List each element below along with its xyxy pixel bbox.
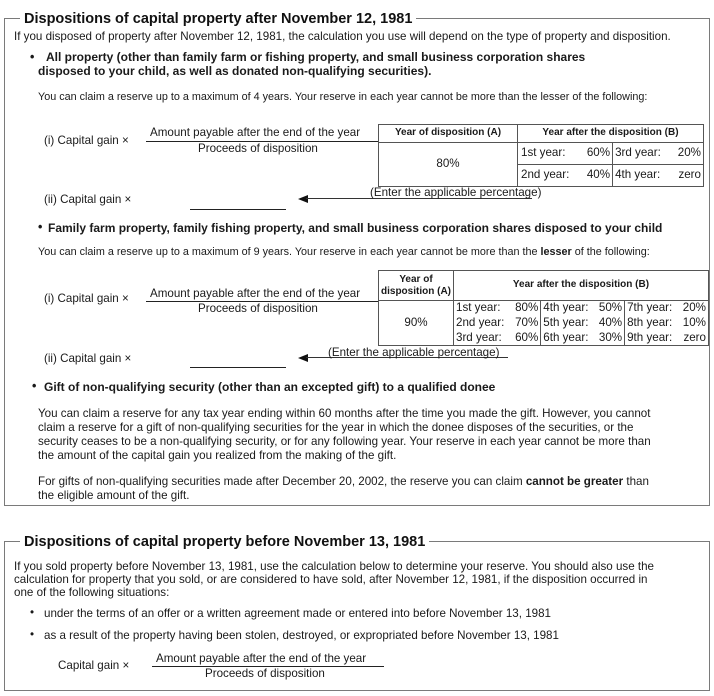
section-after-1981-title: Dispositions of capital property after November 12, 1981: [20, 10, 416, 28]
part-a-percentage-table: [378, 124, 704, 187]
part-a-reserve-text: You can claim a reserve up to a maximum of 4 years. Your reserve in each year cannot be more than the lesser of the following:: [38, 91, 648, 103]
part-b-year-label: 9th year:: [625, 331, 679, 346]
part-c-para1-line4: the amount of the capital gain you realized from the making of the gift.: [38, 449, 397, 462]
part-b-year-label: 4th year:: [541, 301, 595, 316]
part-b-year-value: 40%: [595, 316, 625, 331]
part-b-year-label: 3rd year:: [454, 331, 511, 346]
part-a-denominator: Proceeds of disposition: [198, 142, 318, 155]
part-b-year-label: 5th year:: [541, 316, 595, 331]
section-before-1981-intro-line2: calculation for property that you sold, or are considered to have sold, after November 12, 1981, if the disposition occurred in: [14, 573, 648, 586]
part-a-year-value: 20%: [671, 143, 703, 165]
part-b-reserve-post: of the following:: [571, 246, 650, 258]
section-after-1981-intro: If you disposed of property after November 12, 1981, the calculation you use will depend on the type of property and disposition.: [14, 30, 671, 43]
part-a-year-value: zero: [671, 165, 703, 187]
section-before-1981-numerator: Amount payable after the end of the year: [156, 652, 367, 665]
part-c-para2-post: than: [623, 475, 649, 488]
part-c-para2-bold: cannot be greater: [525, 475, 624, 488]
part-b-col-a-header-line2: disposition (A): [381, 285, 451, 297]
section-before-1981-title: Dispositions of capital property before November 13, 1981: [20, 533, 429, 551]
part-a-year-label: 3rd year:: [613, 143, 672, 165]
part-a-col-a-header: Year of disposition (A): [379, 125, 518, 143]
part-a-col-a-value: 80%: [379, 143, 518, 187]
part-c-para1-line2: claim a reserve for a gift of non-qualifying securities for the year in which the donee disposes of the securities, or the: [38, 421, 634, 434]
section-before-1981-denominator: Proceeds of disposition: [205, 667, 325, 680]
part-b-arrow-icon: [298, 354, 308, 362]
part-a-year-value: 40%: [580, 165, 612, 187]
part-c-para2-pre: For gifts of non-qualifying securities made after December 20, 2002, the reserve you can claim: [38, 475, 526, 488]
part-a-heading-line1: All property (other than family farm or fishing property, and small business corporation shares: [46, 50, 586, 64]
part-b-year-label: 2nd year:: [454, 316, 511, 331]
part-b-entry-line[interactable]: [190, 367, 286, 368]
bullet-dot: •: [30, 628, 35, 641]
part-a-year-label: 1st year:: [518, 143, 581, 165]
part-b-year-label: 1st year:: [454, 301, 511, 316]
part-b-year-value: 70%: [511, 316, 541, 331]
part-b-reserve-text: [38, 246, 650, 259]
part-b-enter-text: (Enter the applicable percentage): [328, 346, 500, 359]
section-before-1981-intro-line1: If you sold property before November 13, 1981, use the calculation below to determine your reserve. You should also use the: [14, 560, 654, 573]
part-b-reserve-pre: You can claim a reserve up to a maximum of 9 years. Your reserve in each year cannot be more than the: [38, 246, 541, 258]
part-b-formula-ii-label: (ii) Capital gain ×: [44, 352, 132, 365]
part-a-arrow-icon: [298, 195, 308, 203]
part-c-bullet: •: [32, 379, 37, 393]
part-a-formula-i-label: (i) Capital gain ×: [44, 134, 129, 147]
part-a-col-b-header: Year after the disposition (B): [518, 125, 704, 143]
part-c-heading: Gift of non-qualifying security (other than an excepted gift) to a qualified donee: [44, 380, 496, 394]
part-b-col-a-value: 90%: [379, 301, 454, 346]
part-b-heading: Family farm property, family fishing property, and small business corporation shares disposed to your child: [48, 221, 663, 235]
part-b-year-label: 6th year:: [541, 331, 595, 346]
part-b-year-value: zero: [678, 331, 708, 346]
part-b-bullet: •: [38, 220, 43, 234]
part-b-percentage-table: [378, 270, 709, 346]
part-b-formula-i-label: (i) Capital gain ×: [44, 292, 129, 305]
part-a-year-label: 2nd year:: [518, 165, 581, 187]
part-c-para1-line3: security ceases to be a non-qualifying security, or for any following year. Your reserve in each year cannot be more than: [38, 435, 651, 448]
part-b-col-a-header-line1: Year of: [399, 273, 433, 285]
part-b-year-value: 10%: [678, 316, 708, 331]
part-a-heading-line2: disposed to your child, as well as donated non-qualifying securities).: [38, 64, 432, 78]
part-a-formula-ii-label: (ii) Capital gain ×: [44, 193, 132, 206]
part-c-para1-line1: You can claim a reserve for any tax year ending within 60 months after the time you made the gift. However, you cannot: [38, 407, 651, 420]
bullet-stolen-destroyed: as a result of the property having been stolen, destroyed, or expropriated before November 13, 1981: [44, 629, 559, 642]
part-b-denominator: Proceeds of disposition: [198, 302, 318, 315]
part-a-numerator: Amount payable after the end of the year: [150, 126, 361, 139]
bullet-offer-agreement: under the terms of an offer or a written agreement made or entered into before November 13, 1981: [44, 607, 551, 620]
part-b-numerator: Amount payable after the end of the year: [150, 287, 361, 300]
part-b-year-value: 20%: [678, 301, 708, 316]
part-a-enter-text: (Enter the applicable percentage): [370, 186, 542, 199]
section-before-1981-formula-label: Capital gain ×: [58, 659, 130, 672]
part-a-bullet: •: [30, 50, 35, 64]
part-b-year-value: 50%: [595, 301, 625, 316]
part-c-para2-line1: [38, 475, 649, 489]
section-before-1981-intro-line3: one of the following situations:: [14, 586, 170, 599]
part-b-year-value: 80%: [511, 301, 541, 316]
part-a-year-label: 4th year:: [613, 165, 672, 187]
part-b-year-value: 30%: [595, 331, 625, 346]
part-a-entry-line[interactable]: [190, 209, 286, 210]
part-b-reserve-bold: lesser: [540, 246, 572, 258]
part-b-year-label: 7th year:: [625, 301, 679, 316]
part-b-year-value: 60%: [511, 331, 541, 346]
part-b-col-b-header: Year after the disposition (B): [454, 271, 709, 301]
part-c-para2-line2: the eligible amount of the gift.: [38, 489, 190, 502]
part-b-col-a-header: [379, 271, 454, 301]
bullet-dot: •: [30, 606, 35, 619]
part-b-year-label: 8th year:: [625, 316, 679, 331]
part-a-year-value: 60%: [580, 143, 612, 165]
